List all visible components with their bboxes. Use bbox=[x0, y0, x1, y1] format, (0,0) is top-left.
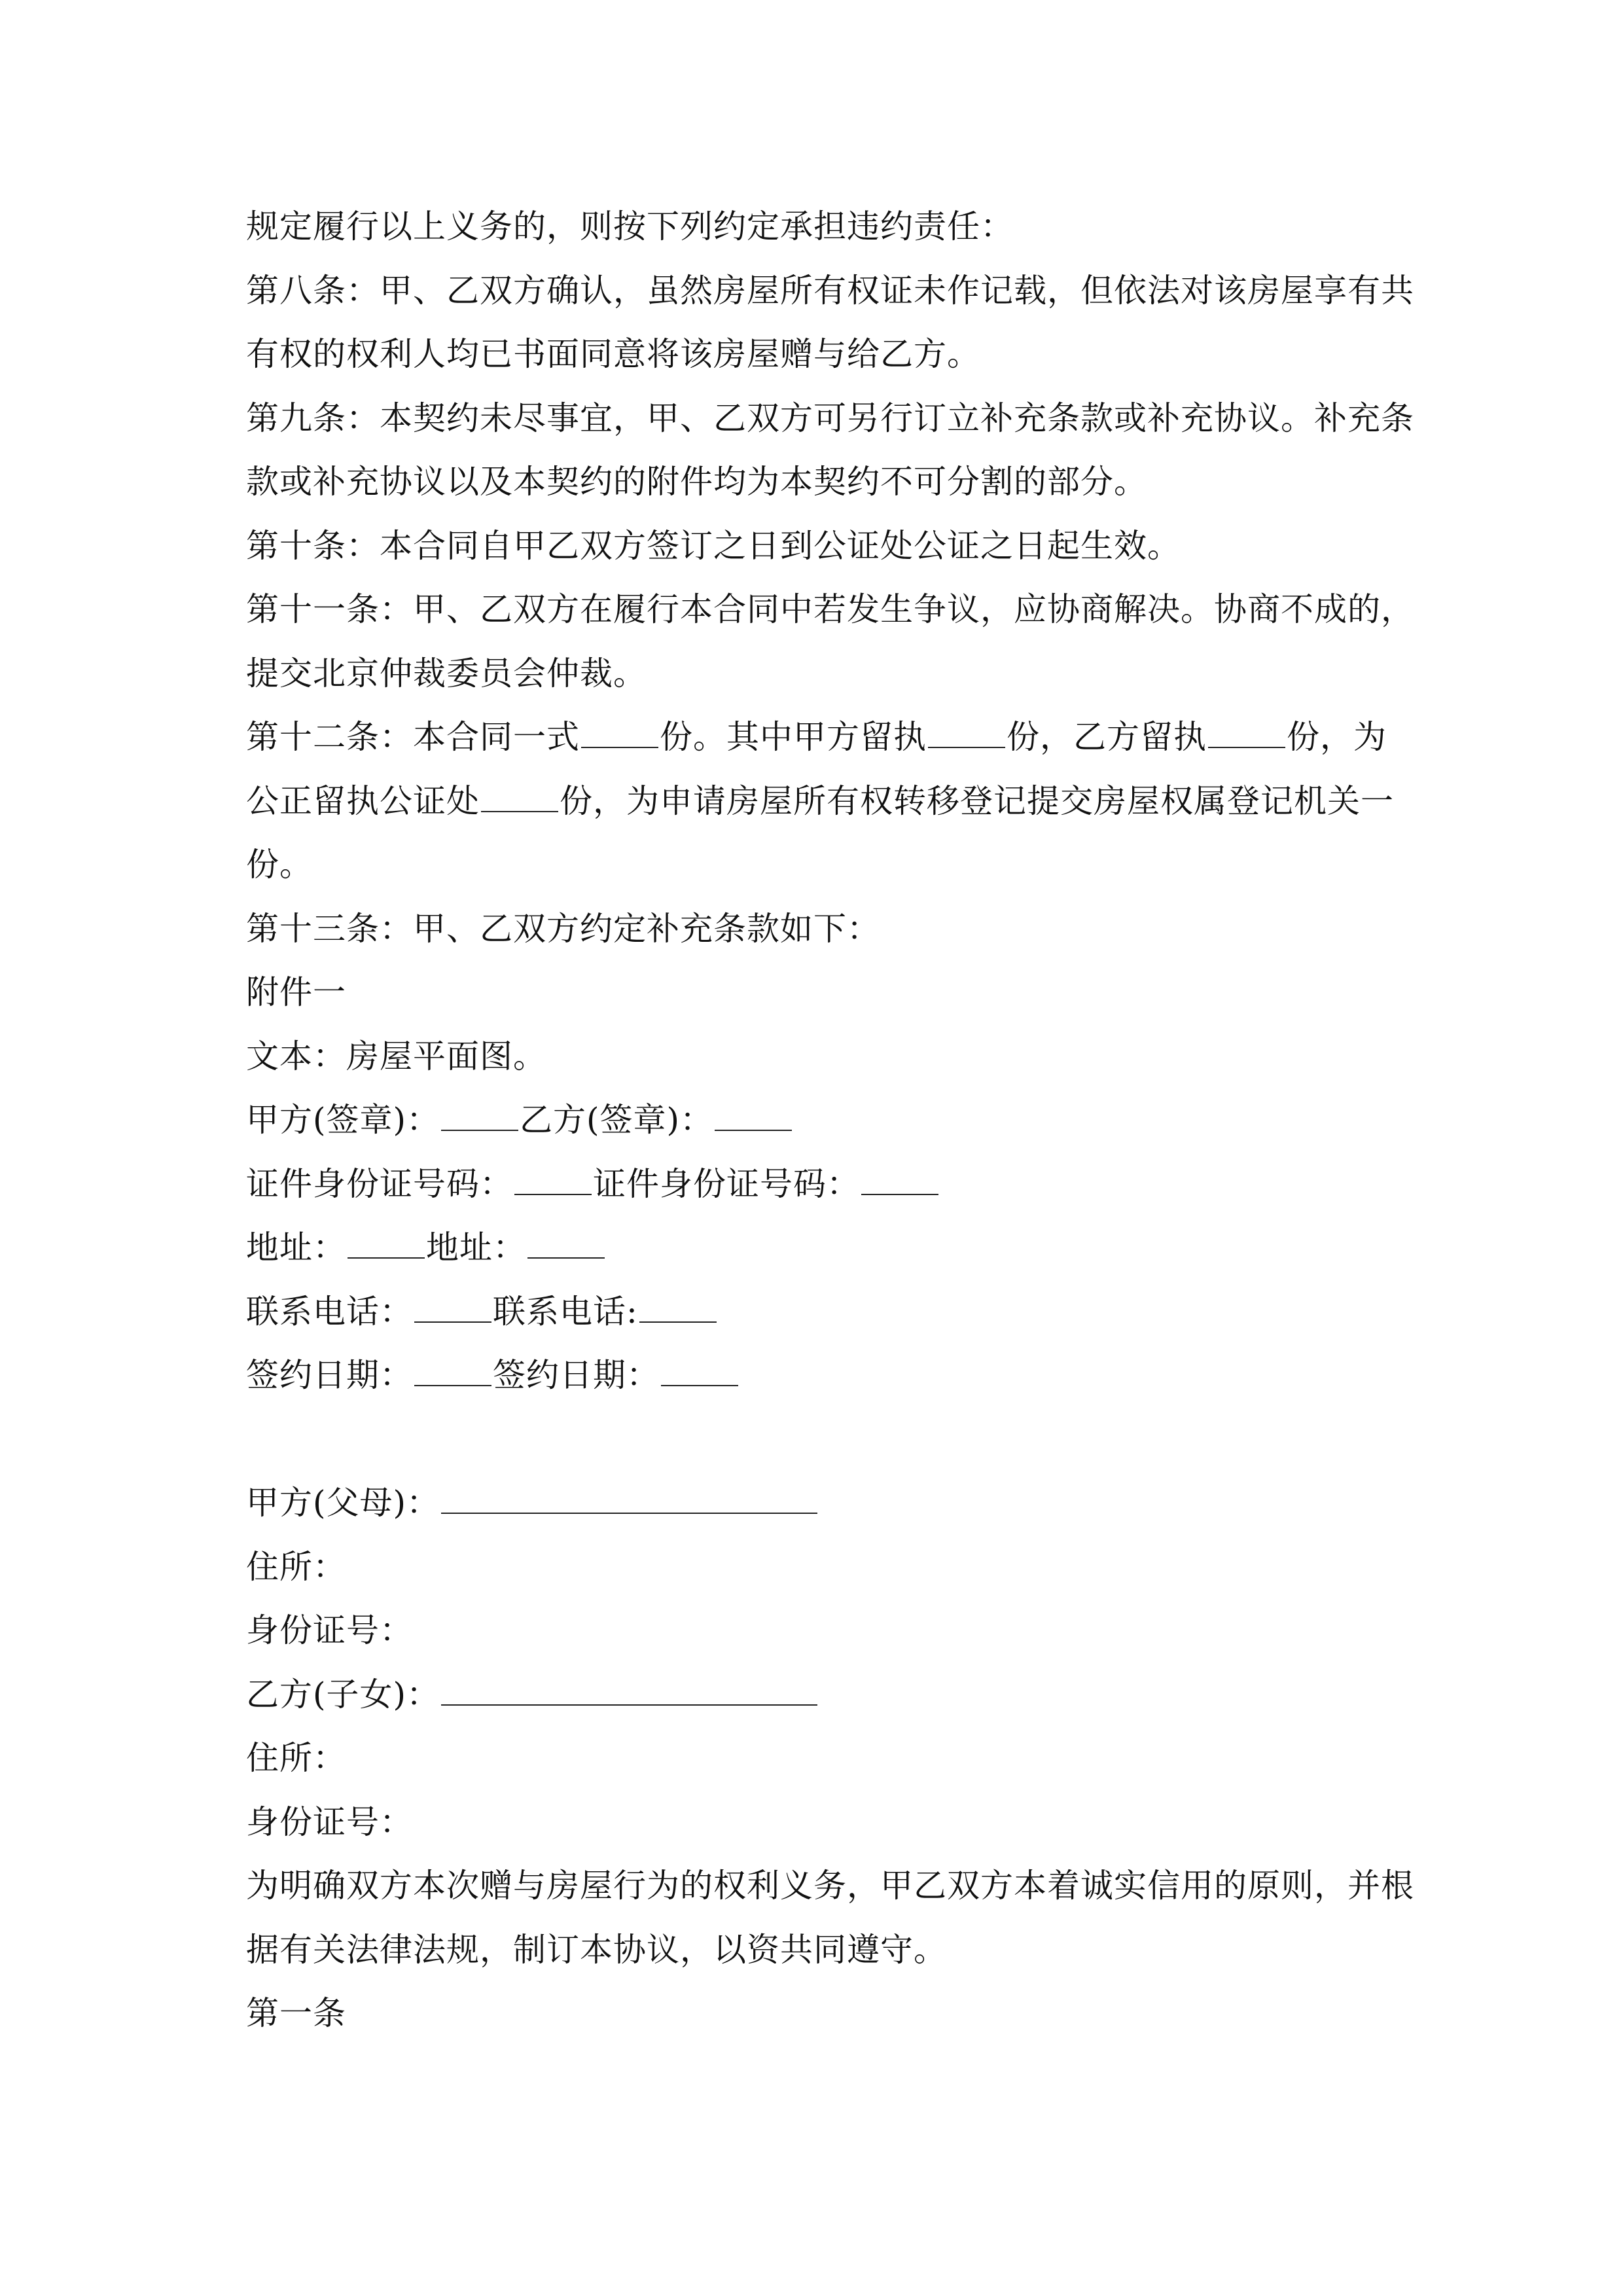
party-b-residence: 住所： bbox=[246, 1739, 346, 1777]
clause-12-line: 第十二条：本合同一式 份。其中甲方留执 份，乙方留执 份，为 bbox=[246, 718, 1387, 756]
copies-total-blank bbox=[581, 718, 658, 748]
party-b-name-line: 乙方(子女)： bbox=[246, 1663, 1411, 1727]
party-a-id: 身份证号： bbox=[246, 1611, 413, 1649]
clause-13-line: 第十三条：甲、乙双方约定补充条款如下： bbox=[246, 909, 880, 948]
clause-12-line: 份。 bbox=[246, 846, 313, 884]
party-a-seal-blank bbox=[441, 1101, 518, 1131]
party-b-id: 身份证号： bbox=[246, 1803, 413, 1841]
party-a-residence: 住所： bbox=[246, 1547, 346, 1586]
party-b-phone-blank bbox=[639, 1293, 717, 1323]
clause-9-line: 第九条：本契约未尽事宜，甲、乙双方可另行订立补充条款或补充协议。补充条 bbox=[246, 399, 1414, 437]
date-line: 签约日期： 签约日期： bbox=[246, 1344, 1411, 1408]
party-b-name-blank bbox=[441, 1676, 817, 1706]
text-line: 规定履行以上义务的，则按下列约定承担违约责任： bbox=[246, 207, 1014, 245]
party-b-address-blank bbox=[527, 1229, 605, 1259]
clause-10-line: 第十条：本合同自甲乙双方签订之日到公证处公证之日起生效。 bbox=[246, 526, 1181, 565]
copies-notary-blank bbox=[481, 782, 558, 812]
party-a-date-blank bbox=[414, 1356, 491, 1386]
clause-12-line: 公正留执公证处 份，为申请房屋所有权转移登记提交房屋权属登记机关一 bbox=[246, 781, 1394, 820]
clause-9-line: 款或补充协议以及本契约的附件均为本契约不可分割的部分。 bbox=[246, 463, 1147, 501]
signature-line: 甲方(签章)： 乙方(签章)： bbox=[246, 1088, 1411, 1153]
address-line: 地址： 地址： bbox=[246, 1216, 1411, 1280]
clause-1-heading: 第一条 bbox=[246, 1994, 346, 2032]
copies-party-b-blank bbox=[1208, 718, 1285, 748]
party-b-date-blank bbox=[661, 1356, 738, 1386]
attachment-text: 文本：房屋平面图。 bbox=[246, 1037, 546, 1075]
party-a-name-line: 甲方(父母)： bbox=[246, 1471, 1411, 1535]
party-a-name-blank bbox=[441, 1484, 817, 1514]
clause-11-line: 第十一条：甲、乙双方在履行本合同中若发生争议，应协商解决。协商不成的， bbox=[246, 590, 1414, 628]
party-a-phone-blank bbox=[414, 1293, 491, 1323]
phone-line: 联系电话： 联系电话: bbox=[246, 1280, 1411, 1344]
party-a-address-blank bbox=[348, 1229, 425, 1259]
copies-party-a-blank bbox=[928, 718, 1005, 748]
party-b-id-blank bbox=[861, 1165, 938, 1195]
clause-11-line: 提交北京仲裁委员会仲裁。 bbox=[246, 654, 647, 692]
contract-body bbox=[246, 195, 1414, 2046]
id-number-line: 证件身份证号码： 证件身份证号码： bbox=[246, 1153, 1411, 1217]
spacer bbox=[246, 1408, 1411, 1472]
preamble-line: 为明确双方本次赠与房屋行为的权利义务，甲乙双方本着诚实信用的原则，并根 bbox=[246, 1867, 1414, 1905]
party-a-id-blank bbox=[514, 1165, 592, 1195]
party-b-seal-blank bbox=[715, 1101, 792, 1131]
clause-8-line: 第八条：甲、乙双方确认，虽然房屋所有权证未作记载，但依法对该房屋享有共 bbox=[246, 271, 1414, 310]
preamble-line: 据有关法律法规，制订本协议，以资共同遵守。 bbox=[246, 1930, 947, 1969]
attachment-title: 附件一 bbox=[246, 973, 346, 1011]
clause-8-line: 有权的权利人均已书面同意将该房屋赠与给乙方。 bbox=[246, 335, 980, 373]
